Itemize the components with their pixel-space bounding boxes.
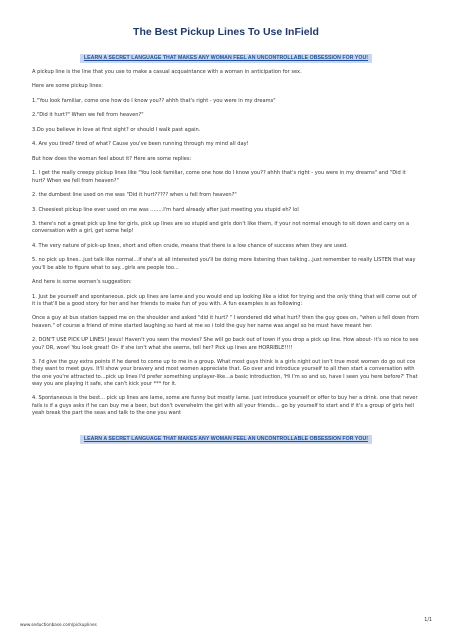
paragraph: 5. no pick up lines...just talk like normal...if she's at all interested you'll be doing more listening than talking...just remember to really LISTEN that way you'll be able to figure what to say...girls are people too... xyxy=(32,257,416,271)
paragraph: Once a guy at bus station tapped me on the shoulder and asked "did it hurt? " I wondered did what hurt? then the guy goes on, "when u fell down from heaven." of course a friend of mine started laughing so hard at me so i told the guy her name was angel so he must have meant her. xyxy=(32,315,419,329)
footer-page-number: 1/1 xyxy=(424,618,432,623)
paragraph: But how does the woman feel about it? Here are some replies: xyxy=(32,155,192,162)
paragraph: 4. Are you tired? tired of what? Cause you've been running through my mind all day! xyxy=(32,141,249,148)
paragraph: 2. DON'T USE PICK UP LINES! Jesus! Haven't you seen the movies? She will go back out of town if you drop a pick up line. How about- it's so nice to see you? OR, wow! You look great! Or- if she isn't what she seems, tell her? Pick up lines are HORRIBLE!!!! xyxy=(32,337,419,351)
paragraph: 2. the dumbest line used on me was "Did it hurt????? when u fell from heaven?" xyxy=(32,192,237,199)
paragraph: A pickup line is the line that you use to make a casual acquaintance with a woman in anticipation for sex. xyxy=(32,69,302,75)
paragraph: 1."You look familiar, come one how do I know you?? ahhh that's right - you were in my dreams" xyxy=(32,97,276,104)
cta-top-wrap xyxy=(32,44,420,63)
footer-url[interactable]: www.seductionbase.com/pickuplines xyxy=(20,622,97,627)
paragraph: 3. Cheesiest pickup line ever used on me was ........I'm hard already after just meeting you stupid eh? lol xyxy=(32,206,299,213)
paragraph: 1. Just be yourself and spontaneous. pick up lines are lame and you would end up looking like a idiot for trying and the only thing that will come out of it is that'll be a good story for her and her friends to make fun of you with. A fun examples is as following: xyxy=(32,293,417,307)
cta-link-top[interactable]: LEARN A SECRET LANGUAGE THAT MAKES ANY WOMAN FEEL AN UNCONTROLLABLE OBSESSION FOR YOU! xyxy=(80,54,372,63)
paragraph: 3. I'd give the guy extra points if he dared to come up to me in a group. What most guys think is a girls night out isn't true most women do go out cos they want to meet guys. It'll show your bravery and most women appreciate that. Go over and introduce yourself to all then start a conversation with the one you're attracted to...pick up lines I'd prefer something unplayer-like...a basic introduction, 'Hi I'm so and so, have I seen you here before?' That way you are playing it safe, she can't kick your *** for it. xyxy=(32,359,418,387)
paragraph: Here are some pickup lines: xyxy=(32,83,103,90)
article-body xyxy=(32,69,420,417)
paragraph: 4. Spontaneous is the best... pick up lines are lame, some are funny but mostly lame. just introduce yourself or offer to buy her a drink. one that never fails is if a guys asks if he can buy me a beer, but don't overwhelm the girl with all your friends... go by yourself to start and if it's a group of girls hell yeah break the part the seas and talk to the one you want xyxy=(32,395,418,416)
paragraph: And here is some women's suggestion: xyxy=(32,279,132,286)
cta-bottom-wrap xyxy=(32,425,420,444)
cta-link-bottom[interactable]: LEARN A SECRET LANGUAGE THAT MAKES ANY WOMAN FEEL AN UNCONTROLLABLE OBSESSION FOR YOU! xyxy=(80,435,372,444)
paragraph: 3. there's not a great pick up line for girls, pick up lines are so stupid and girls don't like them, if your not normal enough to sit down and carry on a conversation with a girl, get some help! xyxy=(32,221,410,235)
paragraph: 1. I get the really creepy pickup lines like "You look familiar, come one how do I know you?? ahhh that's right - you were in my dreams" and "Did it hurt? When we fell from heaven?" xyxy=(32,170,406,184)
paragraph: 4. The very nature of pick-up lines, short and often crude, means that there is a low chance of success when they are used. xyxy=(32,242,348,249)
paragraph: 3.Do you believe in love at first sight? or should I walk past again. xyxy=(32,126,201,133)
paragraph: 2."Did it hurt?" When we fell from heaven?" xyxy=(32,112,144,119)
page-title: The Best Pickup Lines To Use InField xyxy=(133,26,319,38)
